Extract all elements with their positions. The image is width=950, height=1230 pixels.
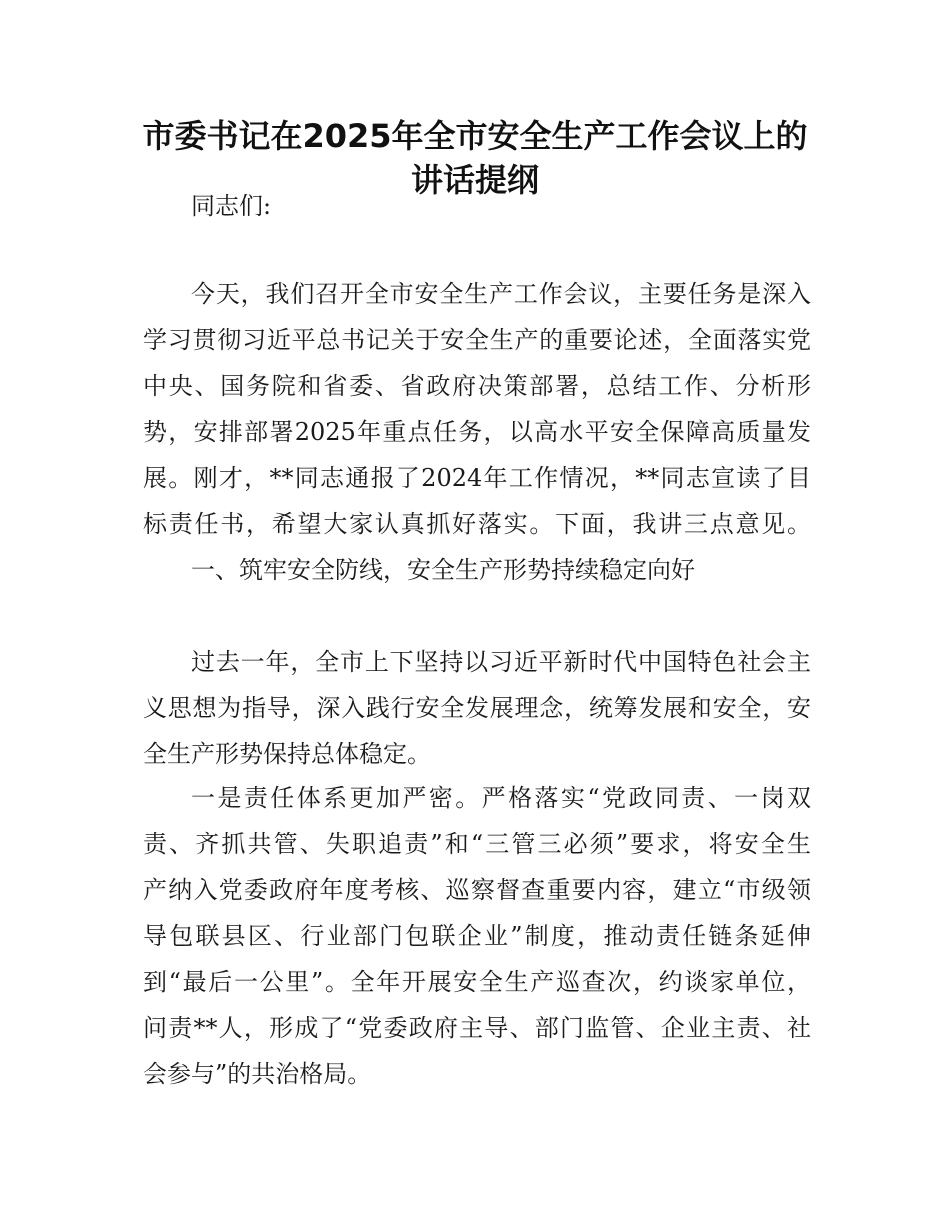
document-title-line-2: 讲话提纲 [410, 161, 539, 199]
paragraph-1-line: 中央、国务院和省委、省政府决策部署，总结工作、分析形 [143, 372, 811, 400]
paragraph-1-line: 展。刚才，**同志通报了2024年工作情况，**同志宣读了目 [143, 464, 811, 492]
paragraph-3-line: 问责**人，形成了“党委政府主导、部门监管、企业主责、社 [143, 1014, 811, 1042]
section-heading-1: 一、筑牢安全防线，安全生产形势持续稳定向好 [191, 556, 695, 584]
paragraph-1-line: 今天，我们召开全市安全生产工作会议，主要任务是深入 [191, 280, 811, 308]
salutation: 同志们: [191, 192, 272, 220]
document-title-line-1: 市委书记在2025年全市安全生产工作会议上的 [142, 117, 808, 155]
paragraph-2-line: 过去一年，全市上下坚持以习近平新时代中国特色社会主 [191, 648, 811, 676]
paragraph-3-line: 到“最后一公里”。全年开展安全生产巡查次，约谈家单位， [143, 968, 811, 996]
paragraph-3-line: 会参与”的共治格局。 [143, 1060, 372, 1088]
paragraph-1-line: 学习贯彻习近平总书记关于安全生产的重要论述，全面落实党 [143, 326, 811, 354]
paragraph-3-line: 一是责任体系更加严密。严格落实“党政同责、一岗双 [191, 784, 811, 812]
paragraph-3-line: 导包联县区、行业部门包联企业”制度，推动责任链条延伸 [143, 922, 811, 950]
paragraph-2-line: 全生产形势保持总体稳定。 [143, 740, 431, 768]
paragraph-1-line: 势，安排部署2025年重点任务，以高水平安全保障高质量发 [143, 418, 811, 446]
paragraph-1-line: 标责任书，希望大家认真抓好落实。下面，我讲三点意见。 [143, 510, 811, 538]
paragraph-2-line: 义思想为指导，深入践行安全发展理念，统筹发展和安全，安 [143, 694, 811, 722]
paragraph-3-line: 产纳入党委政府年度考核、巡察督查重要内容，建立“市级领 [143, 876, 811, 904]
paragraph-3-line: 责、齐抓共管、失职追责”和“三管三必须”要求，将安全生 [143, 830, 811, 858]
